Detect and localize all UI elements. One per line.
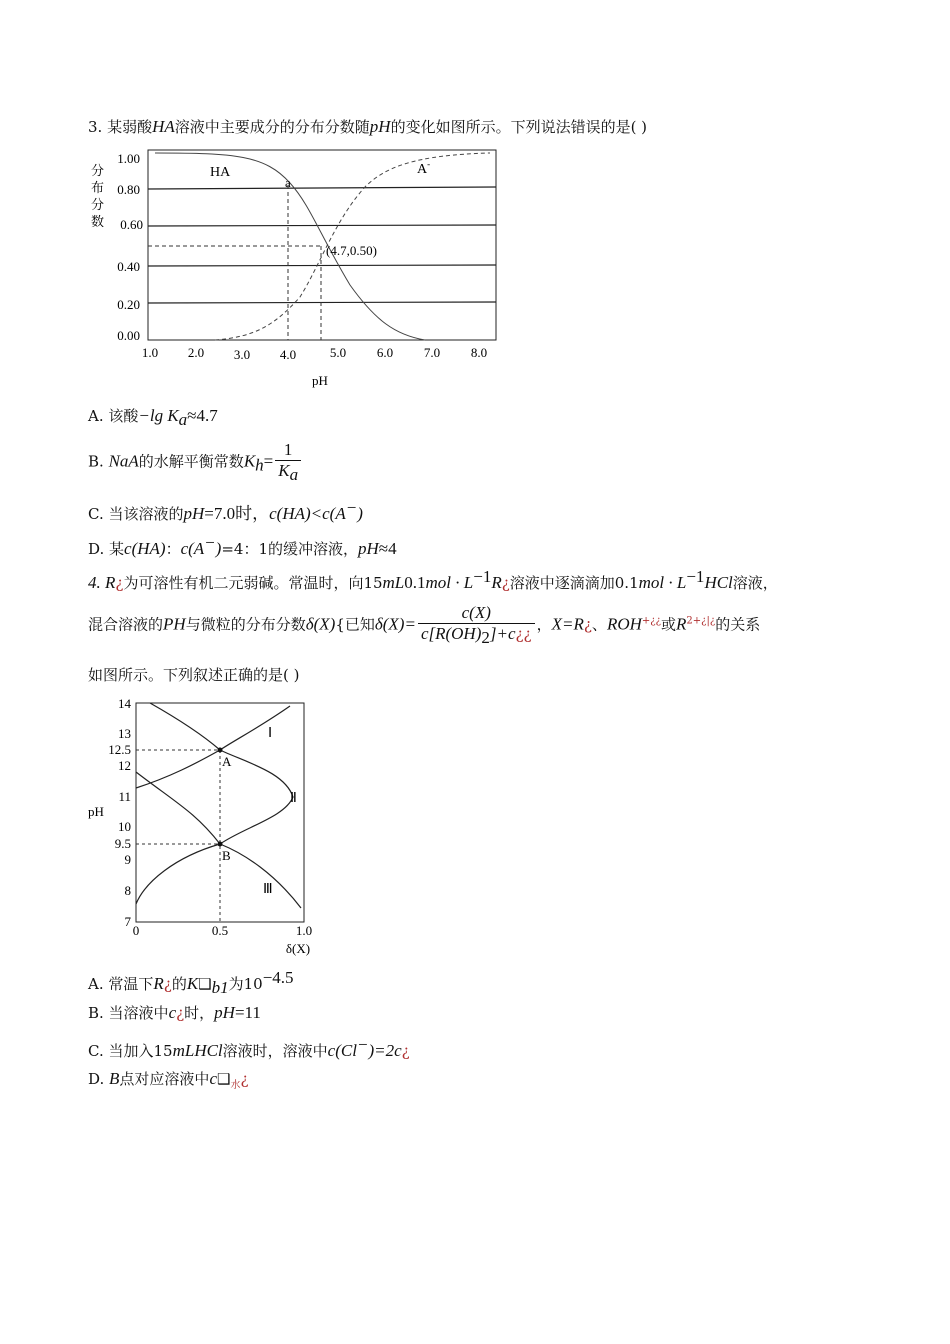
option-math: −4.5 [262, 968, 294, 987]
q3-stem [88, 116, 647, 137]
stem-math: ROH [606, 614, 642, 634]
fraction-denominator: K [278, 461, 290, 480]
q4-curve-II-label: Ⅱ [290, 791, 297, 806]
q4-curve-III-label: Ⅲ [263, 882, 273, 897]
q3-ylabel-char: 分 [91, 163, 105, 178]
option-math: pH [357, 539, 379, 558]
option-math: c(HA) [124, 539, 166, 558]
option-label: C. 当加入15 [88, 1042, 173, 1060]
option-math: a [178, 410, 188, 429]
stem-text: 4. R [88, 573, 116, 592]
option-math: ≈4.7 [187, 406, 218, 425]
q4-xlabel: δ(X) [285, 941, 311, 956]
option-math: c [209, 1069, 217, 1088]
q3-ytick: 0.20 [117, 297, 140, 312]
option-math: ≈4 [378, 539, 397, 558]
fraction-numerator: c(X) [418, 603, 535, 624]
option-label: A. 该酸 [88, 407, 139, 425]
stem-red-glyph: +¿¿ [641, 615, 661, 627]
q3-ytick: 0.00 [117, 328, 140, 343]
fraction-denominator: a [289, 465, 299, 484]
q4-ylabel: pH [88, 804, 104, 819]
stem-text: 溶液中逐滴滴加0.1 [509, 574, 639, 592]
q4-delta-fraction [418, 603, 535, 648]
q4-xtick: 0 [132, 923, 140, 938]
missing-glyph-icon: ❑ [216, 1070, 231, 1088]
q3-xtick: 5.0 [329, 345, 347, 360]
option-math: c(A [180, 539, 205, 558]
q3-option-a [88, 405, 218, 430]
q3-ytick: 0.40 [117, 259, 140, 274]
stem-red-glyph: ¿ [163, 975, 172, 993]
stem-red-glyph: ¿ [401, 1042, 410, 1060]
option-label: A. 常温下 [88, 975, 154, 993]
q3-xtick: 1.0 [141, 345, 159, 360]
q3-ylabel-char: 数 [91, 214, 105, 229]
stem-text: {已知 [335, 615, 375, 634]
q3-series-ha-label: HA [210, 165, 231, 180]
fraction-numerator: 1 [275, 440, 301, 461]
q4-ytick: 8 [124, 883, 131, 898]
stem-math: mol · L [638, 573, 687, 592]
q4-option-b [88, 1002, 261, 1023]
fraction-denominator: c[R(OH) [420, 624, 482, 643]
stem-red-glyph: 2+¿|¿ [686, 615, 716, 627]
q4-stem-line3: 如图所示。下列叙述正确的是( ) [88, 666, 300, 684]
q4-xtick: 1.0 [295, 923, 313, 938]
option-math: ) [215, 539, 222, 558]
q3-ylabel-char: 布 [91, 180, 105, 195]
option-math: pH [214, 1003, 235, 1022]
stem-math: δ(X) [305, 614, 336, 634]
option-text: 点对应溶液中 [119, 1070, 210, 1088]
fraction-denominator: ]+c [489, 624, 516, 643]
option-label: B. [88, 452, 109, 471]
q4-ytick: 10 [118, 819, 131, 834]
q3-stem-ha: HA [152, 117, 175, 136]
q4-stem-line1 [88, 567, 778, 593]
option-math: b1 [211, 978, 229, 997]
q4-ytick: 9.5 [114, 836, 131, 851]
q3-distribution-chart [85, 145, 515, 395]
stem-math: PH [163, 614, 186, 634]
option-label: B. 当溶液中 [88, 1004, 169, 1022]
q4-curve-III [136, 844, 301, 908]
stem-red-glyph: ¿ [240, 1070, 249, 1088]
fraction-denominator: 2 [481, 628, 490, 647]
q3-xtick: 4.0 [279, 347, 297, 362]
option-text: ： [165, 540, 181, 558]
q4-ytick: 14 [118, 696, 131, 711]
option-math: h [255, 455, 264, 475]
q4-ytick: 12.5 [108, 742, 131, 757]
stem-math: R [491, 573, 502, 592]
q4-point-A-marker [218, 748, 223, 753]
q3-option-b [88, 440, 303, 485]
stem-text: 、 [591, 615, 607, 634]
stem-text: 的关系 [715, 615, 761, 634]
option-math: B [109, 1069, 120, 1088]
q3-series-a-label: A- [417, 159, 431, 177]
stem-text: 与微粒的分布分数 [185, 615, 306, 634]
q3-stem-text: 3. 某弱酸 [88, 118, 153, 136]
q3-xtick: 8.0 [470, 345, 488, 360]
q3-option-b-fraction [275, 440, 301, 485]
option-math: NaA [108, 451, 139, 471]
option-math: − [356, 1035, 369, 1054]
option-math: 水 [230, 1080, 241, 1091]
option-text: =7.0时， [204, 504, 270, 523]
option-text: 的水解平衡常数 [138, 452, 244, 471]
q3-xlabel: pH [312, 373, 328, 388]
stem-red-glyph: ¿ [583, 615, 592, 634]
stem-math: mol · L [425, 573, 474, 592]
stem-text: ， [536, 615, 552, 634]
q4-point-B-label: B [222, 848, 231, 863]
q3-annotation: (4.7,0.50) [326, 243, 377, 258]
q4-ytick: 7 [124, 914, 131, 929]
option-math: c [168, 1003, 177, 1022]
missing-glyph-icon: ❑ [198, 975, 212, 993]
option-math: )=2c [368, 1041, 402, 1060]
option-math: HCl [194, 1041, 223, 1060]
stem-text: 溶液， [732, 574, 778, 592]
q4-ytick: 12 [118, 758, 131, 773]
q4-curve-II [136, 750, 293, 844]
q3-ytick: 0.80 [117, 182, 140, 197]
q4-point-B-marker [218, 842, 223, 847]
q4-xtick: 0.5 [211, 923, 229, 938]
q4-curve-I-label: Ⅰ [268, 726, 273, 741]
q3-stem-text: 的变化如图所示。下列说法错误的是( ) [390, 118, 648, 136]
q4-stem-line2 [88, 603, 760, 648]
q3-stem-text: 溶液中主要成分的分布分数随 [174, 118, 370, 136]
q3-xtick: 7.0 [423, 345, 441, 360]
option-label: D. [88, 1070, 110, 1088]
stem-math: −1 [473, 567, 492, 586]
option-math: R [153, 974, 164, 993]
stem-math: X=R [551, 614, 584, 634]
stem-math: HCl [704, 573, 733, 592]
stem-red-glyph: ¿¿ [515, 625, 532, 643]
stem-math: R [676, 614, 687, 634]
q3-ytick: 0.60 [120, 217, 143, 232]
option-math: K [186, 974, 199, 993]
option-label: C. 当该溶液的 [88, 505, 184, 523]
stem-text: 为可溶性有机二元弱碱。常温时，向15 [123, 574, 383, 592]
q4-option-a [88, 968, 294, 998]
option-text: 为10 [228, 975, 263, 993]
option-text: 溶液时，溶液中 [222, 1042, 328, 1060]
q3-xtick: 3.0 [233, 347, 251, 362]
option-text: 的 [171, 975, 187, 993]
stem-math: δ(X)= [374, 614, 416, 634]
option-math: mL [172, 1041, 195, 1060]
q3-xtick: 2.0 [187, 345, 205, 360]
stem-red-glyph: ¿ [176, 1004, 185, 1022]
option-math: K [243, 451, 256, 471]
q3-option-d [88, 533, 397, 559]
stem-math: mL [382, 573, 405, 592]
stem-text: 混合溶液的 [88, 615, 164, 634]
q4-ytick: 11 [118, 789, 131, 804]
q3-ytick: 1.00 [117, 151, 140, 166]
q4-option-d [88, 1068, 248, 1091]
option-math: − [345, 498, 358, 517]
q4-option-c [88, 1035, 410, 1061]
option-math: ) [357, 504, 363, 523]
option-math: −lg K [138, 406, 179, 425]
q3-option-c [88, 498, 363, 524]
option-text: 时， [184, 1004, 215, 1022]
q3-xtick: 6.0 [376, 345, 394, 360]
stem-red-glyph: ¿ [115, 574, 124, 592]
stem-red-glyph: ¿ [501, 574, 510, 592]
q3-stem-ph: pH [369, 117, 391, 136]
q4-distribution-chart [85, 692, 325, 962]
option-label: D. 某 [88, 540, 125, 558]
option-math: = [263, 451, 274, 471]
option-math: − [204, 533, 216, 552]
q4-point-A-label: A [222, 754, 232, 769]
option-math: c(HA)<c(A [269, 504, 346, 523]
option-text: =4：1的缓冲溶液， [221, 540, 358, 558]
q4-ytick: 13 [118, 726, 131, 741]
q3-point-a-label: a [285, 175, 291, 190]
option-math: c(Cl [327, 1041, 357, 1060]
stem-math: −1 [686, 567, 705, 586]
option-math: pH [183, 504, 205, 523]
stem-text: 或 [661, 615, 677, 634]
stem-math: 0.1 [404, 573, 426, 592]
q4-ytick: 9 [124, 852, 131, 867]
option-math: =11 [234, 1003, 261, 1022]
q3-ylabel-char: 分 [91, 197, 105, 212]
